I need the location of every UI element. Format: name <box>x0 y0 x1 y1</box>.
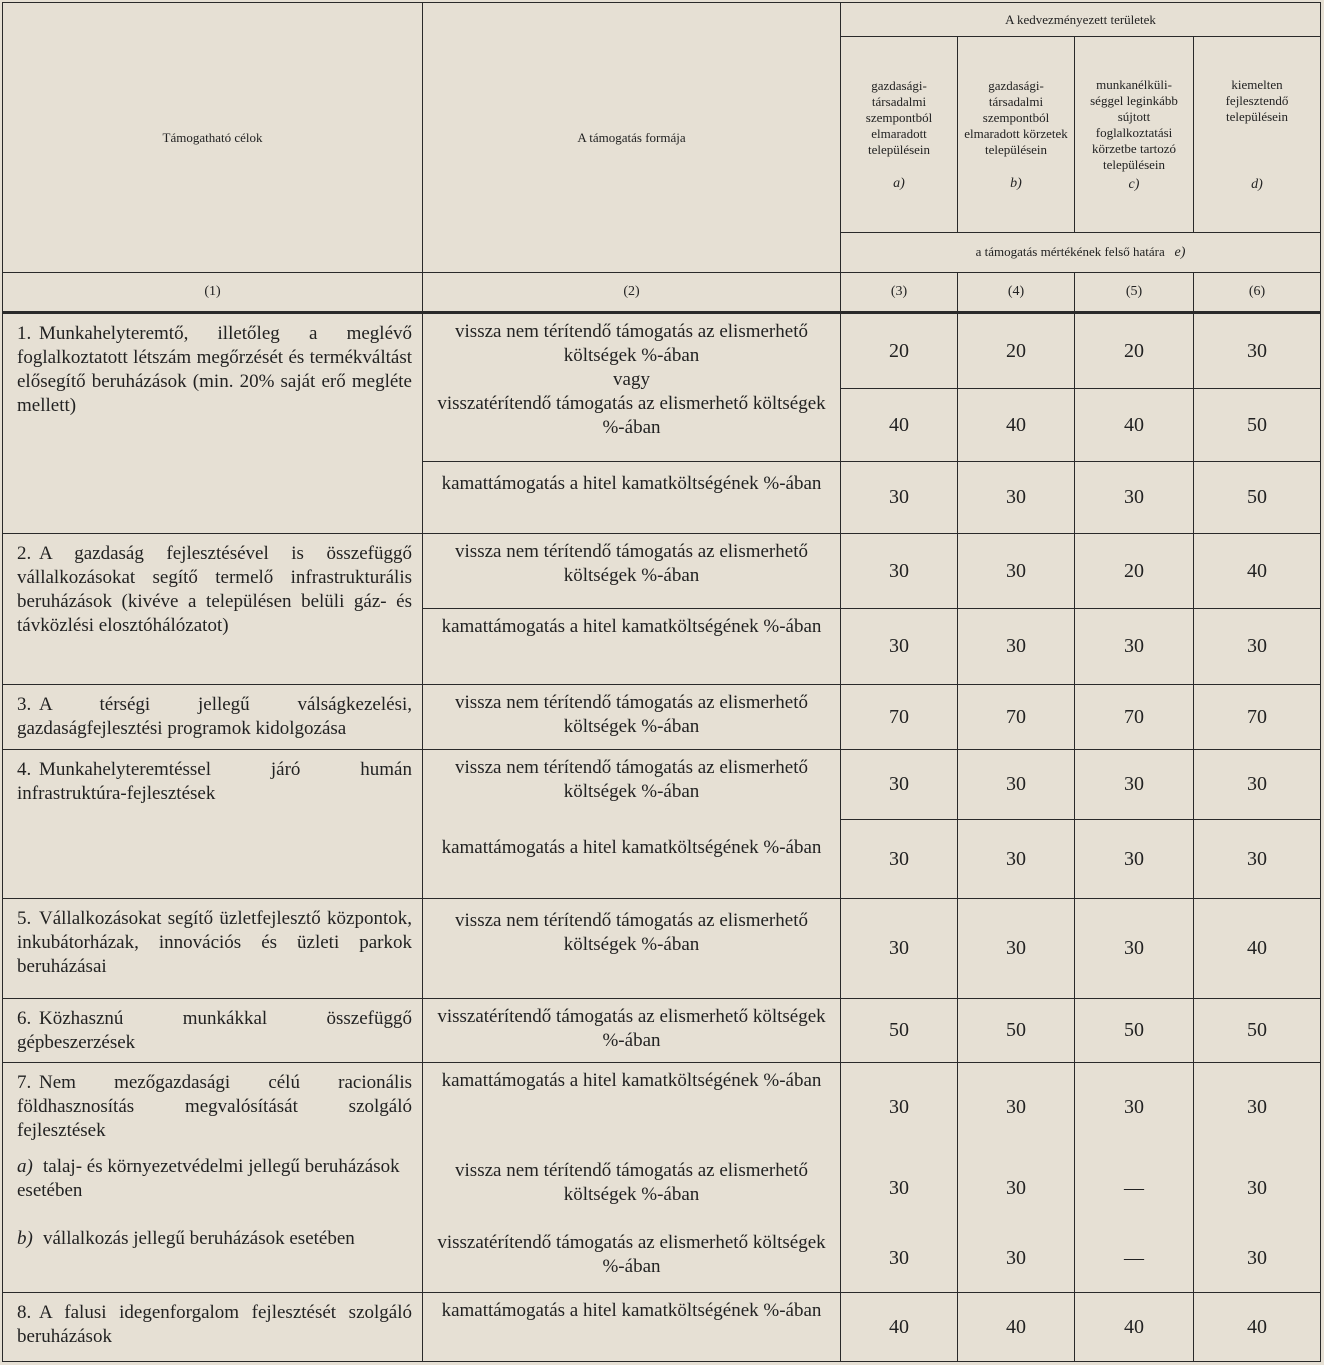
value: 30 <box>958 820 1075 899</box>
header-limit: a támogatás mértékének felső határa e) <box>841 233 1321 273</box>
value: 30 <box>958 609 1075 685</box>
value: 70 <box>841 685 958 750</box>
value: 20 <box>1075 313 1194 389</box>
value: 30 <box>958 750 1075 820</box>
header-area-b: gazdasági-társadalmi szempontból elmaradott körzetek településein b) <box>958 37 1075 233</box>
form-2b: kamattámogatás a hitel kamatköltségének %-ában <box>423 609 841 685</box>
value: 40 <box>841 389 958 462</box>
col-number: (5) <box>1075 273 1194 313</box>
value: 70 <box>958 685 1075 750</box>
value: 20 <box>841 313 958 389</box>
form-4: vissza nem térítendő támogatás az elismerhető költségek %-ában kamattámogatás a hitel kamatköltségének %-ában <box>423 750 841 899</box>
goal-1: 1. Munkahelyteremtő, illetőleg a meglévő foglalkoztatott létszám megőrzését és termékváltást elősegítő beruházások (min. 20% saját erő megléte mellett) <box>3 313 423 534</box>
value: 50 <box>958 999 1075 1063</box>
value: 30 <box>958 462 1075 534</box>
value: 30 <box>1194 820 1321 899</box>
goal-7b: b) vállalkozás jellegű beruházások esetében <box>3 1225 423 1293</box>
goal-5: 5. Vállalkozásokat segítő üzletfejlesztő központok, inkubátorházak, innovációs és üzleti parkok beruházásai <box>3 899 423 999</box>
header-area-a: gazdasági-társadalmi szempontból elmaradott településein a) <box>841 37 958 233</box>
goal-7a: a) talaj- és környezetvédelmi jellegű beruházások esetében <box>3 1153 423 1225</box>
value: 30 <box>1075 899 1194 999</box>
goal-6: 6. Közhasznú munkákkal összefüggő gépbeszerzések <box>3 999 423 1063</box>
goal-4: 4. Munkahelyteremtéssel járó humán infrastruktúra-fejlesztések <box>3 750 423 899</box>
value: 30 <box>841 462 958 534</box>
value: 50 <box>1194 462 1321 534</box>
header-area-d: kiemelten fejlesztendő településein d) <box>1194 37 1321 233</box>
value: 30 <box>1075 462 1194 534</box>
form-2a: vissza nem térítendő támogatás az elismerhető költségek %-ában <box>423 534 841 609</box>
value: — <box>1075 1153 1194 1225</box>
value: 30 <box>1075 750 1194 820</box>
value: 40 <box>958 1293 1075 1362</box>
value: 70 <box>1194 685 1321 750</box>
value: 30 <box>1194 313 1321 389</box>
value: 30 <box>1075 820 1194 899</box>
value: 30 <box>958 1225 1075 1293</box>
value: 40 <box>1194 899 1321 999</box>
value: 50 <box>1075 999 1194 1063</box>
goal-8: 8. A falusi idegenforgalom fejlesztését szolgáló beruházások <box>3 1293 423 1362</box>
col-number: (4) <box>958 273 1075 313</box>
value: 20 <box>958 313 1075 389</box>
form-7b: visszatérítendő támogatás az elismerhető költségek %-ában <box>423 1225 841 1293</box>
value: 30 <box>841 750 958 820</box>
header-goals: Támogatható célok <box>3 3 423 273</box>
value: 30 <box>841 1153 958 1225</box>
col-number: (6) <box>1194 273 1321 313</box>
value: 30 <box>841 609 958 685</box>
value: 40 <box>958 389 1075 462</box>
value: 30 <box>958 534 1075 609</box>
value: 20 <box>1075 534 1194 609</box>
value: 30 <box>1194 1063 1321 1153</box>
value: 30 <box>1194 1153 1321 1225</box>
col-number: (1) <box>3 273 423 313</box>
value: 70 <box>1075 685 1194 750</box>
value: 50 <box>841 999 958 1063</box>
form-5: vissza nem térítendő támogatás az elismerhető költségek %-ában <box>423 899 841 999</box>
value: 30 <box>1075 1063 1194 1153</box>
value: 30 <box>1194 750 1321 820</box>
value: 40 <box>1194 534 1321 609</box>
value: 30 <box>958 1153 1075 1225</box>
value: 30 <box>958 1063 1075 1153</box>
value: 30 <box>1075 609 1194 685</box>
value: 50 <box>1194 389 1321 462</box>
goal-2: 2. A gazdaság fejlesztésével is összefüggő vállalkozásokat segítő termelő infrastrukturális beruházások (kivéve a településen belüli gáz- és távközlési elosztóhálózatot) <box>3 534 423 685</box>
value: 30 <box>841 820 958 899</box>
header-area-c: munkanélküli-séggel leginkább sújtott foglalkoztatási körzetbe tartozó településein c) <box>1075 37 1194 233</box>
value: 30 <box>1194 1225 1321 1293</box>
form-6: visszatérítendő támogatás az elismerhető költségek %-ában <box>423 999 841 1063</box>
value: 50 <box>1194 999 1321 1063</box>
header-areas-title: A kedvezményezett területek <box>841 3 1321 37</box>
value: 40 <box>1075 389 1194 462</box>
value: 40 <box>841 1293 958 1362</box>
form-1b: kamattámogatás a hitel kamatköltségének %-ában <box>423 462 841 534</box>
support-table <box>2 2 1321 1362</box>
form-7a: vissza nem térítendő támogatás az elismerhető költségek %-ában <box>423 1153 841 1225</box>
form-3: vissza nem térítendő támogatás az elismerhető költségek %-ában <box>423 685 841 750</box>
goal-3: 3. A térségi jellegű válságkezelési, gazdaságfejlesztési programok kidolgozása <box>3 685 423 750</box>
value: 40 <box>1194 1293 1321 1362</box>
form-1a: vissza nem térítendő támogatás az elismerhető költségek %-ában vagy visszatérítendő támogatás az elismerhető költségek %-ában <box>423 313 841 462</box>
header-form: A támogatás formája <box>423 3 841 273</box>
goal-7: 7. Nem mezőgazdasági célú racionális földhasznosítás megvalósítását szolgáló fejlesztések <box>3 1063 423 1153</box>
col-number: (3) <box>841 273 958 313</box>
value: 30 <box>958 899 1075 999</box>
value: 30 <box>841 1225 958 1293</box>
form-7: kamattámogatás a hitel kamatköltségének %-ában <box>423 1063 841 1153</box>
value: 30 <box>841 899 958 999</box>
value: 30 <box>841 534 958 609</box>
form-8: kamattámogatás a hitel kamatköltségének %-ában <box>423 1293 841 1362</box>
value: 40 <box>1075 1293 1194 1362</box>
value: 30 <box>1194 609 1321 685</box>
value: 30 <box>841 1063 958 1153</box>
col-number: (2) <box>423 273 841 313</box>
value: — <box>1075 1225 1194 1293</box>
